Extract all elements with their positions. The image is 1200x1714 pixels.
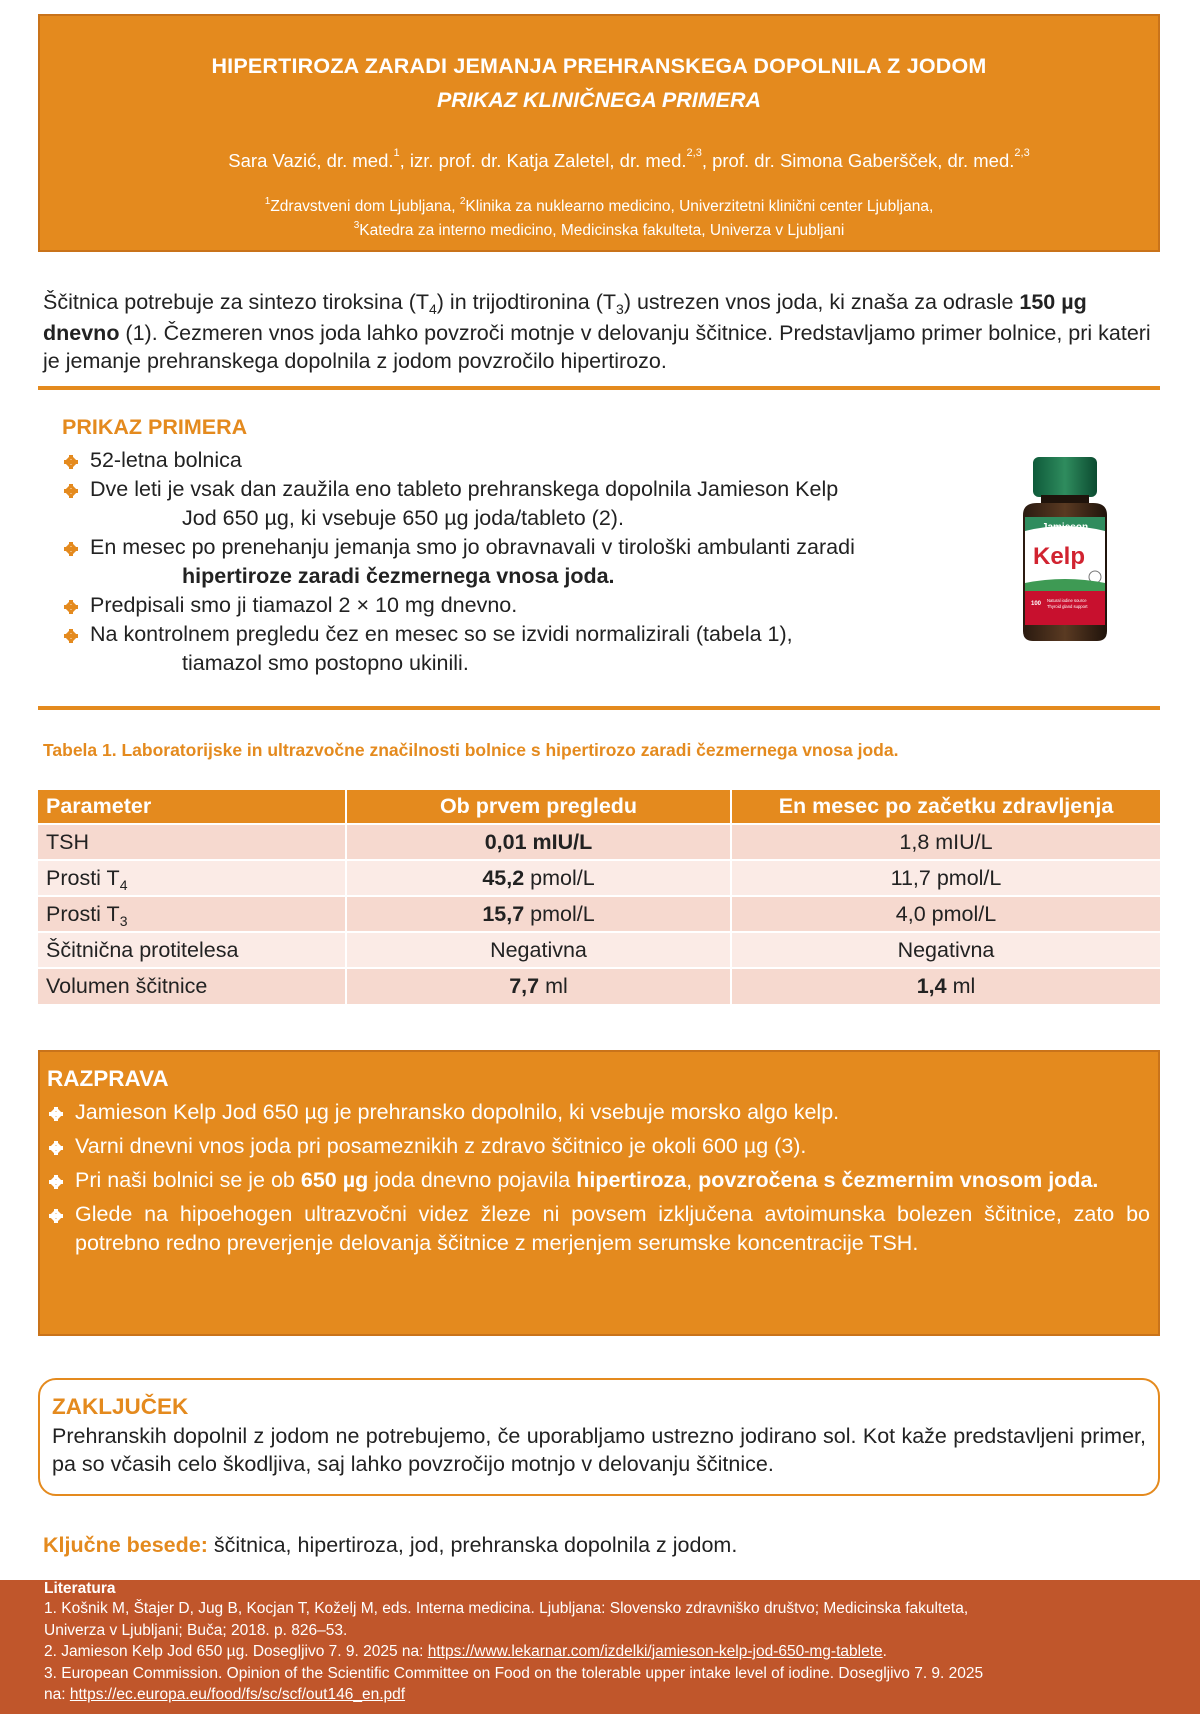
bullet-icon	[64, 484, 78, 498]
references-title: Literatura	[44, 1580, 116, 1597]
list-item: Glede na hipoehogen ultrazvočni videz žleze ni povsem izključena avtoimunska bolezen ščitnice, zato bo potrebno redno preverjenje delovanja ščitnice z merjenjem serumske koncentracije TSH.	[47, 1200, 1150, 1258]
reference-link[interactable]: https://www.lekarnar.com/izdelki/jamieson-kelp-jod-650-mg-tablete	[427, 1643, 883, 1660]
list-item: Pri naši bolnici se je ob 650 µg joda dnevno pojavila hipertiroza, povzročena s čezmernim vnosom joda.	[47, 1166, 1150, 1195]
bullet-icon	[64, 600, 78, 614]
poster-subtitle: PRIKAZ KLINIČNEGA PRIMERA	[436, 88, 762, 112]
divider	[38, 706, 1160, 710]
bottle-product: Kelp	[1032, 543, 1086, 570]
bullet-icon	[49, 1209, 63, 1223]
column-header: Ob prvem pregledu	[346, 790, 731, 824]
lab-results-table	[38, 790, 1160, 1004]
discussion-title: RAZPRAVA	[47, 1066, 169, 1091]
list-item: 52-letna bolnica	[62, 446, 982, 475]
bottle-label-line-1: Natural iodine source	[1047, 598, 1087, 603]
discussion-list	[47, 1098, 1150, 1258]
conclusion-text: Prehranskih dopolnil z jodom ne potrebujemo, če uporabljamo ustrezno jodirano sol. Kot kaže predstavljeni primer, pa so včasih celo škodljiva, saj lahko povzročijo motnjo v delovanju ščitnice.	[52, 1424, 1146, 1476]
list-item: Na kontrolnem pregledu čez en mesec so se izvidi normalizirali (tabela 1), tiamazol smo postopno ukinili.	[62, 620, 982, 678]
affiliations-line-1: $^1$Zdravstveni dom Ljubljana, $^2$Klinika za nuklearno medicino, Univerzitetni klinični center Ljubljana,	[264, 196, 934, 215]
table-row: Prosti $T_3$ 15,7 pmol/L 4,0 pmol/L	[38, 896, 1160, 932]
affiliations-line-2: $^3$Katedra za interno medicino, Medicinska fakulteta, Univerza v Ljubljani	[353, 220, 845, 239]
poster-title: HIPERTIROZA ZARADI JEMANJA PREHRANSKEGA DOPOLNILA Z JODOM	[211, 54, 987, 78]
list-item: Jamieson Kelp Jod 650 µg je prehransko dopolnilo, ki vsebuje morsko algo kelp.	[47, 1098, 1150, 1127]
reference-item: 3. European Commission. Opinion of the Scientific Committee on Food on the tolerable upper intake level of iodine. Dosegljivo 7. 9. 2025 na: https://ec.europa.eu/food/fs/sc/scf/out146_en.pdf	[44, 1664, 984, 1703]
column-header: En mesec po začetku zdravljenja	[731, 790, 1160, 824]
table-header-row	[38, 790, 1160, 824]
table-row: Volumen ščitnice 7,7 ml 1,4 ml	[38, 968, 1160, 1004]
bullet-icon	[64, 542, 78, 556]
conclusion-title: ZAKLJUČEK	[52, 1394, 189, 1419]
bullet-icon	[49, 1107, 63, 1121]
list-item: Varni dnevni vnos joda pri posameznikih z zdravo ščitnico je okoli 600 µg (3).	[47, 1132, 1150, 1161]
keywords: Ključne besede: ščitnica, hipertiroza, jod, prehranska dopolnila z jodom.	[43, 1533, 738, 1557]
conclusion-box	[38, 1378, 1160, 1496]
table-row: Prosti $T_4$ 45,2 pmol/L 11,7 pmol/L	[38, 860, 1160, 896]
reference-item: 1. Košnik M, Štajer D, Jug B, Kocjan T, Koželj M, eds. Interna medicina. Ljubljana: Slovensko zdravniško društvo; Medicinska fakulteta, Univerza v Ljubljani; Buča; 2018. p. 826–53.	[44, 1600, 969, 1639]
bullet-icon	[64, 455, 78, 469]
bullet-icon	[49, 1141, 63, 1155]
introduction: Ščitnica potrebuje za sintezo tiroksina $(T_4)$ in trijodtironina $(T_3)$ ustrezen vnos joda, ki znaša za odrasle 150 µg dnevno (1). Čezmeren vnos joda lahko povzroči motnje v delovanju ščitnice. Predstavljamo primer bolnice, pri kateri je jemanje prehranskega dopolnila z jodom povzročilo hipertirozo.	[43, 290, 1151, 373]
bottle-label-line-2: Thyroid gland support	[1047, 604, 1088, 609]
case-section-title: PRIKAZ PRIMERA	[62, 415, 248, 439]
bullet-icon	[49, 1175, 63, 1189]
bottle-brand: Jamieson	[1041, 522, 1089, 533]
list-item: Predpisali smo ji tiamazol 2 × 10 mg dnevno.	[62, 591, 982, 620]
supplement-bottle-image	[1013, 455, 1117, 645]
table-caption: Tabela 1. Laboratorijske in ultrazvočne značilnosti bolnice s hipertirozo zaradi čezmernega vnosa joda.	[43, 740, 899, 760]
table-row: TSH 0,01 mIU/L 1,8 mIU/L	[38, 824, 1160, 860]
divider	[38, 386, 1160, 390]
list-item: En mesec po prenehanju jemanja smo jo obravnavali v tirološki ambulanti zaradi hipertiroze zaradi čezmernega vnosa joda.	[62, 533, 982, 591]
reference-item: 2. Jamieson Kelp Jod 650 µg. Dosegljivo 7. 9. 2025 na: https://www.lekarnar.com/izdelki/jamieson-kelp-jod-650-mg-tablete.	[44, 1643, 887, 1660]
header-banner	[38, 14, 1160, 252]
discussion-box	[38, 1050, 1160, 1336]
case-list	[62, 446, 982, 678]
list-item: Dve leti je vsak dan zaužila eno tableto prehranskega dopolnila Jamieson Kelp Jod 650 µg, ki vsebuje 650 µg joda/tableto (2).	[62, 475, 982, 533]
table-row: Ščitnična protitelesa Negativna Negativna	[38, 932, 1160, 968]
references-footer	[0, 1580, 1200, 1714]
column-header: Parameter	[38, 790, 346, 824]
bullet-icon	[64, 629, 78, 643]
bottle-count: 100	[1031, 601, 1042, 607]
authors: Sara Vazić, dr. med.$^1$, izr. prof. dr. Katja Zaletel, dr. med.$^{2,3}$, prof. dr. Simona Gaberšček, dr. med.$^{2,3}$	[228, 147, 1030, 171]
reference-link[interactable]: https://ec.europa.eu/food/fs/sc/scf/out146_en.pdf	[69, 1686, 406, 1703]
